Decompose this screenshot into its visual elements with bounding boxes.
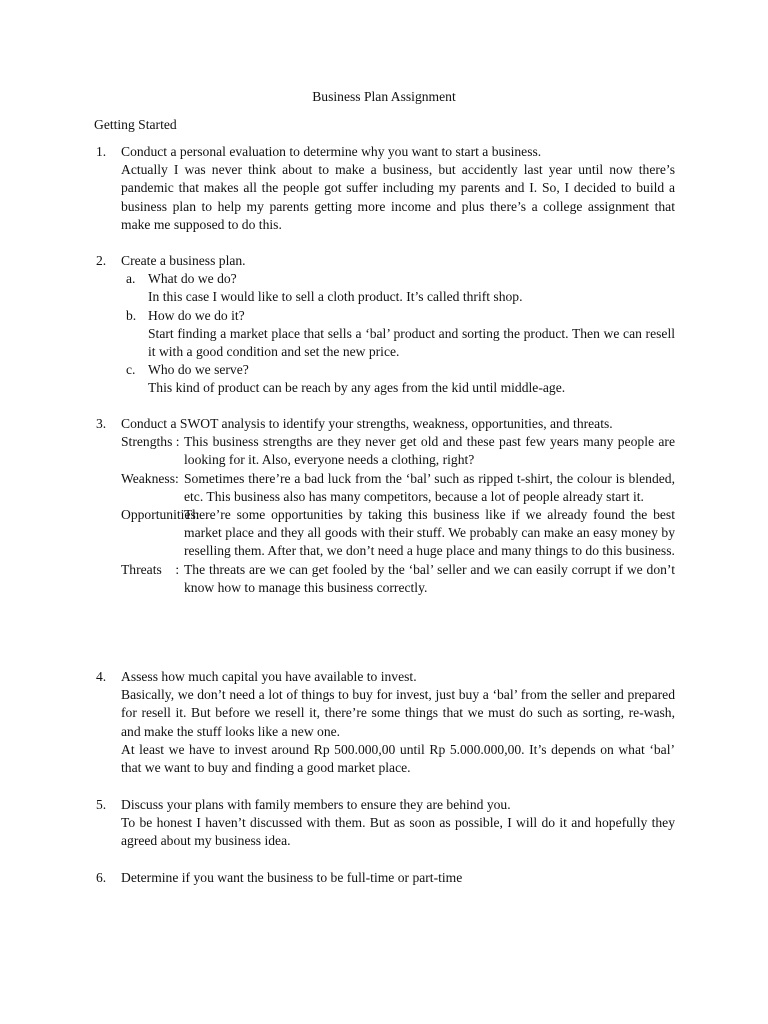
swot-label: Threats : [121,561,183,577]
subitem-question: How do we do it? [148,307,245,323]
swot-threats [121,561,675,597]
item-prompt: Create a business plan. [121,253,246,268]
subitem-a [121,270,675,306]
item-prompt: Conduct a personal evaluation to determine why you want to start a business. [121,144,542,159]
swot-text: This business strengths are they never get old and these past few years many people are looking for it. Also, everyone needs a clothing, right? [184,434,675,468]
swot-text: The threats are we can get fooled by the ‘bal’ seller and we can easily corrupt if we don’t know how to manage this business correctly. [184,561,675,595]
subitem-b [121,307,675,362]
swot-label: Weakness: [121,470,183,486]
swot-strengths [121,433,675,469]
swot-opportunities [121,506,675,561]
subitem-question: Who do we serve? [148,362,249,378]
subitem-answer: Start finding a market place that sells a ‘bal’ product and sorting the product. Then we can resell it with a good condition and set the new price. [148,325,675,360]
section-heading: Getting Started [94,117,177,132]
item-number: 5. [96,797,107,812]
item-prompt: Conduct a SWOT analysis to identify your strengths, weakness, opportunities, and threats. [121,416,613,431]
subitem-letter: b. [126,307,137,323]
swot-weakness [121,470,675,506]
subitem-answer: This kind of product can be reach by any ages from the kid until middle-age. [148,380,566,396]
subitem-letter: a. [126,271,136,287]
swot-text: There’re some opportunities by taking this business like if we already found the best market place and they all goods with their stuff. We probably can make an easy money by reselling them. After that, we don’t need a huge place and many things to do this business. [184,507,675,559]
item-number: 6. [96,870,107,885]
swot-text: Sometimes there’re a bad luck from the ‘bal’ such as ripped t-shirt, the colour is blended, etc. This business also has many competitors, because a lot of people already start it. [184,470,675,504]
item-answer: Actually I was never think about to make a business, but accidently last year until now there’s pandemic that makes all the people got suffer including my parents and I. So, I decided to build a business plan to help my parents getting more income and plus there’s a college assignment that make me supposed to do this. [121,162,675,232]
item-prompt: Assess how much capital you have available to invest. [121,669,417,684]
item-number: 2. [96,253,107,268]
swot-label: Opportunities: [121,507,203,523]
item-answer-2: At least we have to invest around Rp 500.000,00 until Rp 5.000.000,00. It’s depends on what ‘bal’ that we want to buy and finding a good market place. [121,741,675,776]
swot-label: Strengths : [121,434,183,450]
item-prompt: Determine if you want the business to be full-time or part-time [121,870,463,885]
item-number: 4. [96,669,107,684]
item-answer: Basically, we don’t need a lot of things to buy for invest, just buy a ‘bal’ from the seller and prepared for resell it. But before we resell it, there’re some things that we must do such as sorting, re-wash, and make the stuff looks like a new one. [121,687,675,739]
item-prompt: Discuss your plans with family members to ensure they are behind you. [121,797,511,812]
subitem-question: What do we do? [148,271,237,287]
item-answer: To be honest I haven’t discussed with them. But as soon as possible, I will do it and hopefully they agreed about my business idea. [121,815,675,849]
subitem-answer: In this case I would like to sell a cloth product. It’s called thrift shop. [148,289,523,305]
item-number: 1. [96,144,107,159]
item-number: 3. [96,416,107,431]
subitem-c [121,361,675,397]
subitem-letter: c. [126,362,136,378]
document-title: Business Plan Assignment [312,89,456,104]
